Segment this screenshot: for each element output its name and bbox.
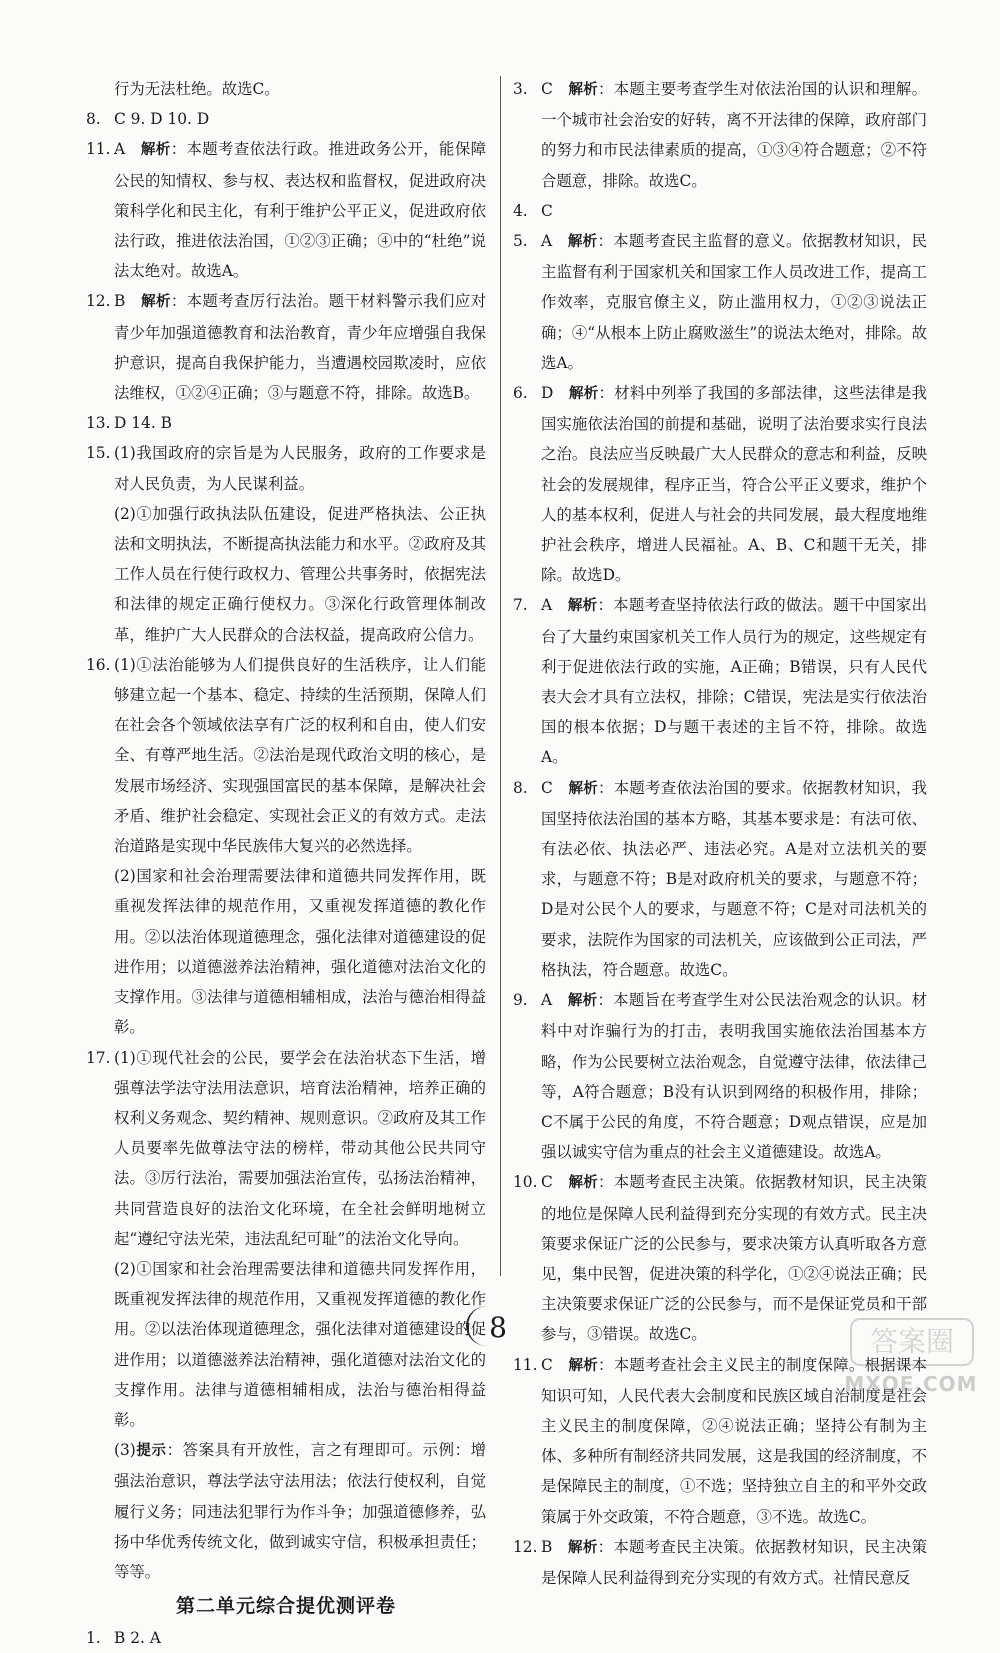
answer-continuation [86,74,486,104]
question-number: 17. [86,1048,111,1067]
answer-text: B 2. A [114,1629,161,1648]
column-divider [500,76,501,1276]
answer-subpart [86,1435,486,1587]
answer-text: C [541,201,553,220]
question-number: 1. [86,1629,101,1648]
answer-choice: B [541,1537,553,1556]
answer-subpart [86,861,486,1042]
watermark-logo-url: MXQE.COM [844,1372,978,1396]
answer-text: ：本题主要考查学生对依法治国的认识和理解。一个城市社会治安的好转，离不开法律的保障，政府部门的努力和市民法律素质的提高，①③④符合题意；②不符合题意，排除。故选C。 [541,80,927,190]
answer-gap [553,1356,568,1374]
answer-item [513,378,927,590]
answer-item [86,1043,486,1254]
answer-gap [553,1173,568,1191]
answer-item [513,74,927,196]
question-number: 11. [86,140,111,159]
question-number: 6. [513,384,528,403]
answer-item [513,773,927,985]
question-number: 11. [513,1355,538,1374]
question-number: 3. [513,80,528,98]
watermark-logo [836,1318,986,1396]
answer-item [86,408,486,438]
answer-gap [553,384,568,402]
keyword-label: 提示 [135,1443,167,1460]
answer-choice: A [114,140,126,159]
answer-text: ：本题考查坚持依法行政的做法。题干中国家出台了大量约束国家机关工作人员行为的规定，这些规定有利于促进依法行政的实施，A正确；B错误，只有人民代表大会才具有立法权，排除；C错误，宪法是实行依法治国的根本依据；D与题干表述的主旨不符，排除。故选A。 [541,596,927,767]
question-number: 12. [513,1537,538,1556]
answer-text: ：本题考查厉行法治。题干材料警示我们应对青少年加强道德教育和法治教育，青少年应增强自我保护意识，提高自我保护能力，当遭遇校园欺凌时，应依法维权，①②④正确；③与题意不符，排除。故选B。 [114,292,486,403]
subpart-label: (2)国家和社会治理需要法律和道德共同发挥作用，既重视发挥法律的规范作用，又重视发挥道德的教化作用。②以法治体现道德理念，强化法律对道德建设的促进作用；以道德滋养法治精神，强化道德对法治文化的支撑作用。③法律与道德相辅相成，法治与德治相得益彰。 [114,867,486,1037]
answer-item [86,1623,486,1653]
answer-choice: C [541,80,553,98]
answer-item [513,985,927,1167]
question-number: 10. [513,1173,538,1192]
answer-item [86,286,486,408]
keyword-label: 解析 [567,598,598,615]
answer-choice: B [114,292,126,311]
keyword-label: 解析 [567,1539,598,1556]
answer-gap [553,80,568,98]
answer-gap [553,779,568,797]
question-number: 9. [513,991,528,1010]
question-number: 15. [86,444,111,463]
answer-text: ：本题考查依法行政。推进政务公开，能保障公民的知情权、参与权、表达权和监督权，促进政府决策科学化和民主化，有利于维护公平正义，促进政府依法行政，推进依法治国，①②③正确；④中的“杜绝”说法太绝对。故选A。 [114,140,486,281]
answer-text: ：本题考查社会主义民主的制度保障。根据课本知识可知，人民代表大会制度和民族区域自治制度是社会主义民主的制度保障，②④说法正确；坚持公有制为主体、多种所有制经济共同发展，这是我国的经济制度，不是保障民主的制度，①不选；坚持独立自主的和平外交政策属于外交政策，不符合题意，③不选。故选C。 [541,1355,927,1526]
answer-choice: C [541,778,553,797]
page-number [470,1308,526,1348]
answer-text: ：材料中列举了我国的多部法律，这些法律是我国实施依法治国的前提和基础，说明了法治要求实行良法之治。良法应当反映最广大人民群众的意志和利益，反映社会的发展规律，程序正当，符合公平正义要求，维护个人的基本权利，促进人与社会的共同发展，最大程度地维护社会秩序，增进人民福祉。A、B、C和题干无关，排除。故选D。 [541,384,927,585]
keyword-label: 解析 [567,234,598,251]
answer-gap [552,1538,567,1556]
answer-subpart [86,1254,486,1435]
answer-choice: A [541,596,553,615]
question-number: 5. [513,232,528,251]
answer-text: ：本题考查民主监督的意义。依据教材知识，民主监督有利于国家机关和国家工作人员改进工作，提高工作效率，克服官僚主义，防止滥用权力，①②③说法正确；④“从根本上防止腐败滋生”的说法太绝对，排除。故选A。 [541,232,927,372]
subpart-label: (3) [114,1441,136,1460]
question-number: 12. [86,292,111,311]
answer-text: (1)①法治能够为人们提供良好的生活秩序，让人们能够建立起一个基本、稳定、持续的生活预期，保障人们在社会各个领域依法享有广泛的权利和自由，使人们安全、有尊严地生活。②法治是现代政治文明的核心，是发展市场经济、实现强国富民的基本保障，是解决社会矛盾、维护社会稳定、实现社会正义的有效方式。走法治道路是实现中华民族伟大复兴的必然选择。 [114,655,486,856]
question-number: 8. [86,110,101,129]
keyword-label: 解析 [567,993,598,1010]
section-title: 第二单元综合提优测评卷 [175,1595,396,1618]
answer-choice: C [541,1173,553,1192]
keyword-label: 解析 [140,142,171,159]
subpart-label: (2)①国家和社会治理需要法律和道德共同发挥作用，既重视发挥法律的规范作用，又重视发挥道德的教化作用。②以法治体现道德理念，强化法律对道德建设的促进作用；以道德滋养法治精神，强化道德对法治文化的支撑作用。法律与道德相辅相成，法治与德治相得益彰。 [114,1259,486,1429]
subpart-label: (2)①加强行政执法队伍建设，促进严格执法、公正执法和文明执法，不断提高执法能力和水平。②政府及其工作人员在行使行政权力、管理公共事务时，依据宪法和法律的规定正确行使权力。③深化行政管理体制改革，维护广大人民群众的合法权益，提高政府公信力。 [114,504,486,644]
question-number: 4. [513,201,528,220]
answer-item [513,590,927,772]
keyword-label: 解析 [568,386,599,403]
answer-text: D 14. B [114,414,172,433]
answer-text: ：答案具有开放性，言之有理即可。示例：增强法治意识，尊法学法守法用法；依法行使权利，自觉履行义务；同违法犯罪行为作斗争；加强道德修养，弘扬中华优秀传统文化，做到诚实守信，积极承担责任；等等。 [114,1441,486,1581]
answer-gap [552,232,567,250]
answer-choice: D [541,384,554,403]
keyword-label: 解析 [568,780,599,797]
answer-choice: C [541,1355,553,1374]
answer-item [86,104,486,134]
answer-gap [125,140,140,158]
page-number-text: 8 [489,1311,507,1344]
question-number: 8. [513,778,528,797]
answer-text: C 9. D 10. D [114,110,210,129]
answer-item [86,134,486,286]
answer-item [513,1532,927,1593]
answer-item [86,438,486,498]
answer-text: (1)①现代社会的公民，要学会在法治状态下生活，增强尊法学法守法用法意识，培育法治精神，培养正确的权利义务观念、契约精神、规则意识。②政府及其工作人员要率先做尊法守法的榜样，带动其他公民共同守法。③厉行法治，需要加强法治宣传，弘扬法治精神，共同营造良好的法治文化环境，在全社会鲜明地树立起“遵纪守法光荣，违法乱纪可耻”的法治文化导向。 [114,1048,486,1248]
answer-gap [552,596,567,614]
answer-choice: A [541,232,553,251]
answer-text: ：本题考查依法治国的要求。依据教材知识，我国坚持依法治国的基本方略，其基本要求是：有法可依、有法必依、执法必严、违法必究。A是对立法机关的要求，与题意不符；B是对政府机关的要求，与题意不符；D是对公民个人的要求，与题意不符；C是对司法机关的要求，法院作为国家的司法机关，应该做到公正司法，严格执法，符合题意。故选C。 [541,778,927,979]
keyword-label: 解析 [568,1175,599,1192]
watermark-logo-mark: 答案圈 [850,1318,974,1366]
question-number: 7. [513,596,528,615]
answer-text: 行为无法杜绝。故选C。 [114,80,280,98]
answer-subpart [86,499,486,650]
answer-text: ：本题旨在考查学生对公民法治观念的认识。材料中对诈骗行为的打击，表明我国实施依法治国基本方略，作为公民要树立法治观念，自觉遵守法律，依法律己等，A符合题意；B没有认识到网络的积极作用，排除；C不属于公民的角度，不符合题意；D观点错误，应是加强以诚实守信为重点的社会主义道德建设。故选A。 [541,991,927,1162]
keyword-label: 解析 [568,82,599,98]
left-column [86,74,486,1653]
question-number: 16. [86,655,111,674]
answer-item [86,650,486,861]
question-number: 13. [86,414,111,433]
keyword-label: 解析 [140,294,171,311]
answer-item [513,226,927,378]
keyword-label: 解析 [568,1357,599,1374]
answer-choice: A [541,991,553,1010]
answer-gap [125,292,140,310]
answer-text: ：本题考查民主决策。依据教材知识，民主决策的地位是保障人民利益得到充分实现的有效方式。民主决策要求保证广泛的公民参与，要求决策方认真听取各方意见，集中民智，促进决策的科学化，①②④说法正确；民主决策要求保证广泛的公民参与，而不是保证党员和干部参与，③错误。故选C。 [541,1173,927,1344]
answer-text: (1)我国政府的宗旨是为人民服务，政府的工作要求是对人民负责，为人民谋利益。 [114,444,486,493]
answer-gap [552,991,567,1009]
answer-item [513,196,927,226]
answer-text: ：本题考查民主决策。依据教材知识，民主决策是保障人民利益得到充分实现的有效方式。社情民意反 [541,1537,927,1587]
page-number-bracket [466,1306,508,1346]
